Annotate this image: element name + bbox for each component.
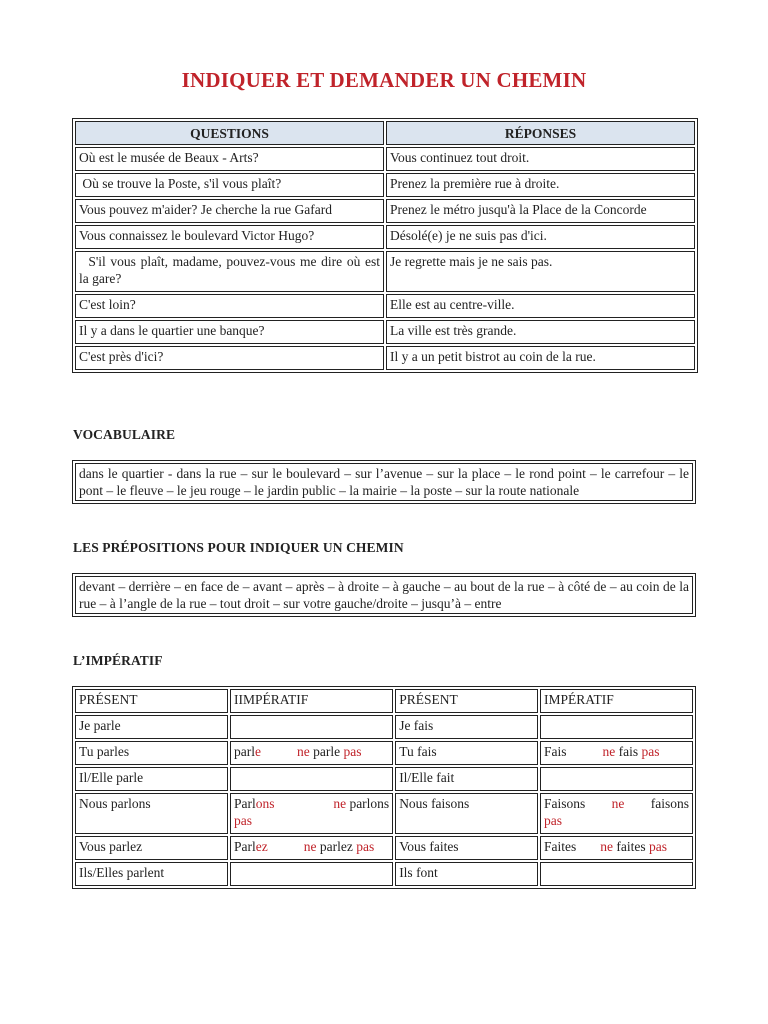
imperatif-stem: Faites xyxy=(543,839,577,854)
imperatif-stem: parl xyxy=(234,744,255,759)
present-faire-cell: Ils font xyxy=(395,862,538,886)
question-cell: Vous connaissez le boulevard Victor Hugo? xyxy=(75,225,384,249)
present-faire-cell: Nous faisons xyxy=(395,793,538,834)
response-cell: Elle est au centre-ville. xyxy=(386,294,695,318)
negation-pas: pas xyxy=(543,813,562,828)
imperatif-parler-cell xyxy=(230,767,393,791)
table-row xyxy=(75,320,695,344)
imperatif-table xyxy=(72,686,696,889)
negated-verb: parle xyxy=(313,744,341,759)
negation-ne: ne xyxy=(611,796,625,811)
question-cell: Vous pouvez m'aider? Je cherche la rue Gafard xyxy=(75,199,384,223)
negated-verb: faites xyxy=(616,839,646,854)
response-cell: Il y a un petit bistrot au coin de la rue. xyxy=(386,346,695,370)
imperatif-stem: Faisons xyxy=(543,796,586,811)
imperatif-stem: Parl xyxy=(234,839,256,854)
present-parler-cell: Nous parlons xyxy=(75,793,228,834)
present-faire-cell: Tu fais xyxy=(395,741,538,765)
table-row xyxy=(75,225,695,249)
response-cell: Je regrette mais je ne sais pas. xyxy=(386,251,695,292)
negated-verb: fais xyxy=(618,744,639,759)
imperatif-parler-cell xyxy=(230,862,393,886)
imperatif-faire-cell xyxy=(540,741,693,765)
negated-verb: parlons xyxy=(349,796,390,811)
imperatif-ending: ons xyxy=(255,796,275,811)
imperatif-stem: Fais xyxy=(543,744,567,759)
present-parler-cell: Tu parles xyxy=(75,741,228,765)
questions-responses-table xyxy=(72,118,698,373)
response-cell: Vous continuez tout droit. xyxy=(386,147,695,171)
present-faire-cell: Vous faites xyxy=(395,836,538,860)
table-row xyxy=(75,767,693,791)
prepositions-text: devant – derrière – en face de – avant – après – à droite – à gauche – au bout de la rue – à côté de – au coin de la rue – à l’angle de la rue – tout droit – sur votre gauche/droite – jusqu’à – entre xyxy=(75,576,693,614)
vocabulaire-text: dans le quartier - dans la rue – sur le boulevard – sur l’avenue – sur la place – le rond point – le carrefour – le pont – le fleuve – le jeu rouge – le jardin public – la mairie – la poste – sur la route nationale xyxy=(75,463,693,501)
imperatif-stem: Parl xyxy=(234,796,256,811)
question-cell: S'il vous plaît, madame, pouvez-vous me dire où est la gare? xyxy=(75,251,384,292)
imperatif-parler-cell xyxy=(230,715,393,739)
vocabulaire-box xyxy=(72,460,696,504)
negation-ne: ne xyxy=(602,744,616,759)
imperatif-faire-cell xyxy=(540,715,693,739)
negation-ne: ne xyxy=(333,796,347,811)
present-faire-cell: Je fais xyxy=(395,715,538,739)
imperatif-faire-cell xyxy=(540,767,693,791)
imperatif-parler-cell xyxy=(230,793,393,834)
column-header-present: PRÉSENT xyxy=(395,689,538,713)
present-parler-cell: Il/Elle parle xyxy=(75,767,228,791)
column-header-questions: QUESTIONS xyxy=(75,121,384,145)
question-cell: C'est près d'ici? xyxy=(75,346,384,370)
table-row xyxy=(75,251,695,292)
page-title: INDIQUER ET DEMANDER UN CHEMIN xyxy=(181,68,587,92)
question-cell: Où est le musée de Beaux - Arts? xyxy=(75,147,384,171)
table-row xyxy=(75,836,693,860)
negation-ne: ne xyxy=(600,839,613,854)
negation-pas: pas xyxy=(343,744,362,759)
table-row xyxy=(75,294,695,318)
column-header-present: PRÉSENT xyxy=(75,689,228,713)
negated-verb: faisons xyxy=(650,796,689,811)
response-cell: Prenez la première rue à droite. xyxy=(386,173,695,197)
response-cell: Désolé(e) je ne suis pas d'ici. xyxy=(386,225,695,249)
question-cell: Où se trouve la Poste, s'il vous plaît? xyxy=(75,173,384,197)
imperatif-faire-cell xyxy=(540,862,693,886)
table-header-row xyxy=(75,689,693,713)
imperatif-ending: e xyxy=(255,744,261,759)
table-row xyxy=(75,741,693,765)
prepositions-heading: LES PRÉPOSITIONS POUR INDIQUER UN CHEMIN xyxy=(73,540,404,555)
imperatif-heading: L’IMPÉRATIF xyxy=(73,653,163,668)
table-row xyxy=(75,147,695,171)
table-row xyxy=(75,199,695,223)
table-row xyxy=(75,346,695,370)
vocabulaire-heading: VOCABULAIRE xyxy=(73,427,176,442)
table-row xyxy=(75,173,695,197)
negation-ne: ne xyxy=(303,839,317,854)
table-row xyxy=(75,793,693,834)
response-cell: Prenez le métro jusqu'à la Place de la Concorde xyxy=(386,199,695,223)
negation-pas: pas xyxy=(648,839,667,854)
question-cell: C'est loin? xyxy=(75,294,384,318)
imperatif-parler-cell xyxy=(230,741,393,765)
prepositions-box xyxy=(72,573,696,617)
question-cell: Il y a dans le quartier une banque? xyxy=(75,320,384,344)
imperatif-faire-cell xyxy=(540,793,693,834)
table-row xyxy=(75,715,693,739)
imperatif-faire-cell xyxy=(540,836,693,860)
negation-pas: pas xyxy=(356,839,375,854)
imperatif-parler-cell xyxy=(230,836,393,860)
present-faire-cell: Il/Elle fait xyxy=(395,767,538,791)
negation-pas: pas xyxy=(641,744,660,759)
negated-verb: parlez xyxy=(319,839,353,854)
table-row xyxy=(75,862,693,886)
column-header-imperatif: IIMPÉRATIF xyxy=(230,689,393,713)
present-parler-cell: Ils/Elles parlent xyxy=(75,862,228,886)
negation-ne: ne xyxy=(297,744,310,759)
column-header-imperatif: IMPÉRATIF xyxy=(540,689,693,713)
present-parler-cell: Je parle xyxy=(75,715,228,739)
imperatif-ending: ez xyxy=(255,839,268,854)
present-parler-cell: Vous parlez xyxy=(75,836,228,860)
negation-pas: pas xyxy=(234,813,252,828)
response-cell: La ville est très grande. xyxy=(386,320,695,344)
table-header-row xyxy=(75,121,695,145)
column-header-responses: RÉPONSES xyxy=(386,121,695,145)
